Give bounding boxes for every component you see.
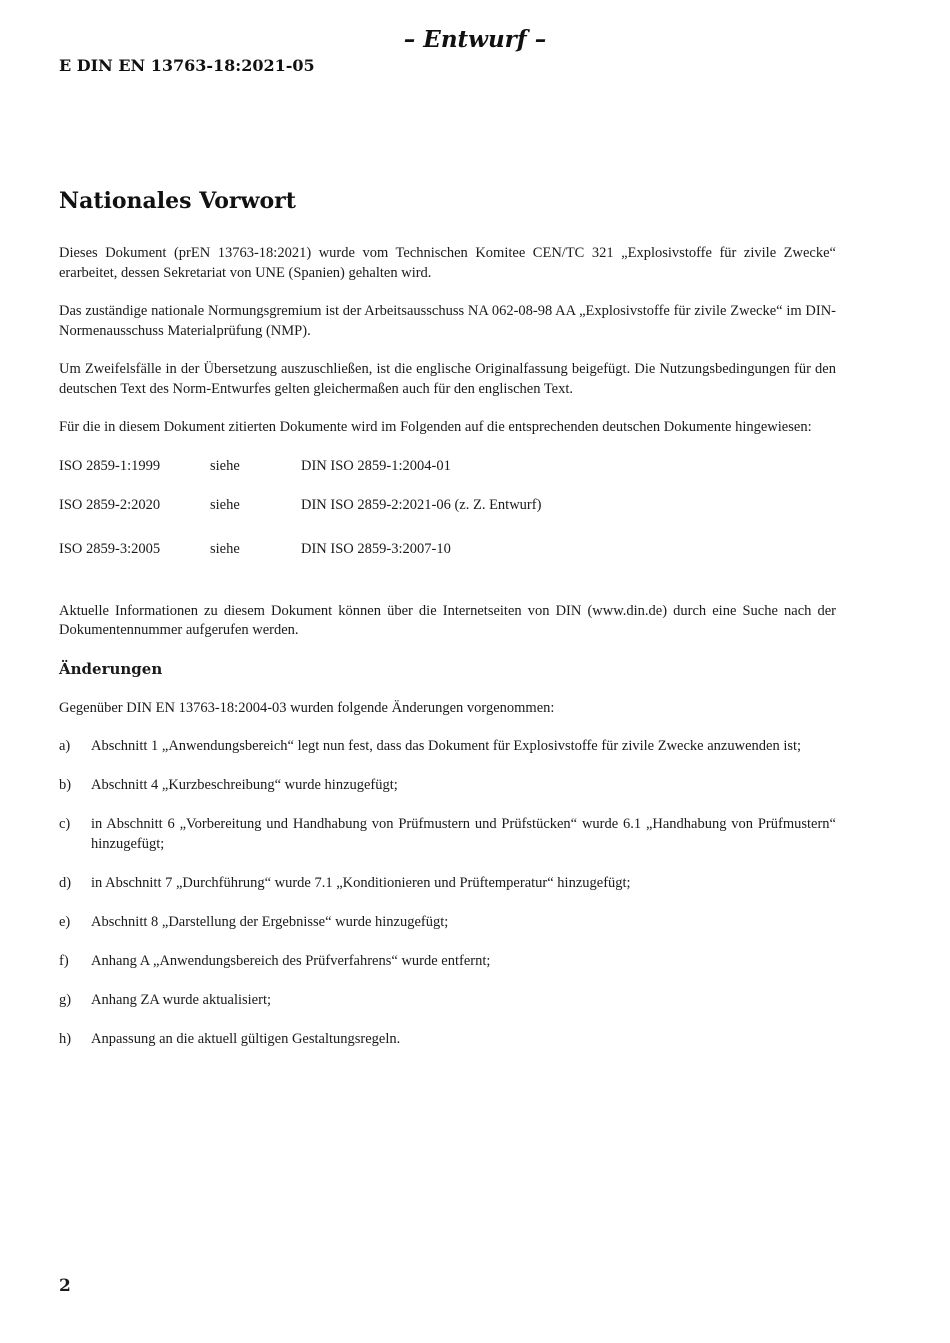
list-item <box>59 776 836 796</box>
reference-table <box>59 457 836 559</box>
list-item <box>59 815 836 854</box>
reference-row <box>59 540 836 559</box>
list-item-letter: d) <box>59 874 72 891</box>
list-item <box>59 952 836 972</box>
list-item-text: Abschnitt 8 „Darstellung der Ergebnisse“ wurde hinzugefügt; <box>91 913 449 930</box>
list-item-text: Abschnitt 4 „Kurzbeschreibung“ wurde hinzugefügt; <box>91 777 398 793</box>
document-body <box>59 188 836 1069</box>
paragraph-din-info: Aktuelle Informationen zu diesem Dokument können über die Internetseiten von DIN (www.din.de) durch eine Suche nach der Dokumentennummer aufgerufen werden. <box>59 602 836 638</box>
paragraph-committee: Dieses Dokument (prEN 13763-18:2021) wurde vom Technischen Komitee CEN/TC 321 „Explosivstoffe für zivile Zwecke“ erarbeitet, dessen Sekretariat von UNE (Spanien) gehalten wird. <box>59 245 836 281</box>
changes-heading: Änderungen <box>59 659 163 678</box>
list-item-letter: a) <box>59 738 71 754</box>
reference-row <box>59 496 836 515</box>
list-item-text: in Abschnitt 7 „Durchführung“ wurde 7.1 „Konditionieren und Prüftemperatur“ hinzugefügt; <box>91 874 631 891</box>
page-number: 2 <box>59 1276 71 1296</box>
list-item-letter: g) <box>59 991 72 1008</box>
list-item <box>59 1030 836 1050</box>
list-item <box>59 737 836 757</box>
list-item-letter: h) <box>59 1030 72 1047</box>
list-item <box>59 991 836 1011</box>
paragraph-references-intro: Für die in diesem Dokument zitierten Dokumente wird im Folgenden auf die entsprechenden deutschen Dokumente hingewiesen: <box>59 419 812 435</box>
list-item-text: Abschnitt 1 „Anwendungsbereich“ legt nun fest, dass das Dokument für Explosivstoffe für zivile Zwecke anzuwenden ist; <box>91 738 802 754</box>
list-item-letter: e) <box>59 913 71 930</box>
list-item-letter: b) <box>59 777 72 793</box>
list-item-text: in Abschnitt 6 „Vorbereitung und Handhabung von Prüfmustern und Prüfstücken“ wurde 6.1 „Handhabung von Prüfmustern“ hinzugefügt; <box>91 816 836 852</box>
reference-target: DIN ISO 2859-3:2007-10 <box>301 540 451 557</box>
reference-source: ISO 2859-3:2005 <box>59 540 161 557</box>
section-title: Nationales Vorwort <box>59 188 296 214</box>
changes-list <box>59 737 836 1049</box>
reference-target: DIN ISO 2859-1:2004-01 <box>301 457 451 474</box>
list-item <box>59 874 836 894</box>
list-item-letter: f) <box>59 952 69 969</box>
paragraph-translation: Um Zweifelsfälle in der Übersetzung auszuschließen, ist die englische Originalfassung beigefügt. Die Nutzungsbedingungen für den deutschen Text des Norm-Entwurfes gelten gleichermaßen auch für den englischen Text. <box>59 361 836 397</box>
reference-source: ISO 2859-1:1999 <box>59 457 161 474</box>
document-identifier: E DIN EN 13763-18:2021-05 <box>59 56 315 75</box>
reference-see: siehe <box>210 496 240 513</box>
list-item-letter: c) <box>59 816 71 832</box>
reference-row <box>59 457 836 476</box>
reference-see: siehe <box>210 540 240 557</box>
changes-intro: Gegenüber DIN EN 13763-18:2004-03 wurden folgende Änderungen vorgenommen: <box>59 699 555 716</box>
list-item <box>59 913 836 933</box>
reference-see: siehe <box>210 457 240 474</box>
draft-watermark-heading: – Entwurf – <box>403 26 547 53</box>
reference-target: DIN ISO 2859-2:2021-06 (z. Z. Entwurf) <box>301 496 542 513</box>
list-item-text: Anhang A „Anwendungsbereich des Prüfverfahrens“ wurde entfernt; <box>91 952 491 969</box>
reference-source: ISO 2859-2:2020 <box>59 496 161 513</box>
list-item-text: Anpassung an die aktuell gültigen Gestaltungsregeln. <box>91 1030 401 1047</box>
list-item-text: Anhang ZA wurde aktualisiert; <box>91 991 271 1008</box>
paragraph-national-body: Das zuständige nationale Normungsgremium ist der Arbeitsausschuss NA 062-08-98 AA „Explosivstoffe für zivile Zwecke“ im DIN-Normenausschuss Materialprüfung (NMP). <box>59 303 836 339</box>
